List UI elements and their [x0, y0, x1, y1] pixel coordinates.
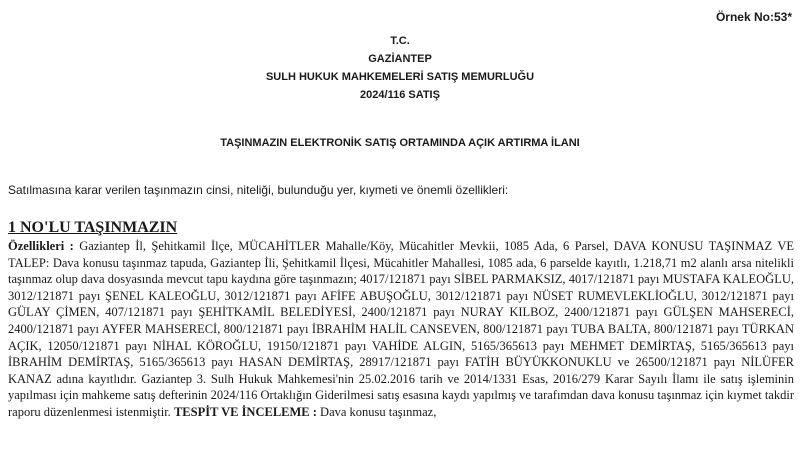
property-section-title: 1 NO'LU TAŞINMAZIN [8, 219, 178, 236]
property-description [8, 238, 794, 421]
header-line-office: SULH HUKUK MAHKEMELERİ SATIŞ MEMURLUĞU [265, 71, 535, 83]
header-line-file-no: 2024/116 SATIŞ [360, 89, 440, 101]
features-text: Gaziantep İl, Şehitkamil İlçe, MÜCAHİTLER Mahalle/Köy, Mücahitler Mevkii, 1085 Ada, 6 Parsel, DAVA KONUSU TAŞINMAZ VE TALEP: Dava konusu taşınmaz tapuda, Gaziantep İli, Şehitkamil İlçesi, Mücahitler Mahallesi, 1085 ada, 6 parselde kayıtlı, 1.218,71 m2 alanlı arsa nitelikli taşınmaz olup dava dosyasında mevcut tapu kaydına göre taşınmazın; 4017/121871 payı SİBEL PARMAKSIZ, 4017/121871 payı MUSTAFA KALEOĞLU, 3012/121871 payı ŞENEL KALEOĞLU, 3012/121871 payı AFİFE ABUŞOĞLU, 3012/121871 payı NÜSET RUMEVLEKLİOĞLU, 3012/121871 payı GÜLAY ÇİMEN, 407/121871 payı ŞEHİTKAMİL BELEDİYESİ, 2400/121871 payı NURAY KILBOZ, 2400/121871 payı GÜLŞEN MAHSERECİ, 2400/121871 payı AYFER MAHSERECİ, 800/121871 payı İBRAHİM HALİL CANSEVEN, 800/121871 payı TUBA BALTA, 800/121871 payı TÜRKAN AÇIK, 12050/121871 payı NİHAL KÖROĞLU, 19150/121871 payı VAHİDE ALGIN, 5165/365613 payı MEHMET DEMİRTAŞ, 5165/365613 payı İBRAHİM DEMİRTAŞ, 5165/365613 payı HASAN DEMİRTAŞ, 28917/121871 payı FATİH BÜYÜKKONUKLU ve 26500/121871 payı NİLÜFER KANAZ adına kayıtlıdır. Gaziantep 3. Sulh Hukuk Mahkemesi'nin 25.02.2016 tarih ve 2014/1331 Esas, 2016/279 Karar Sayılı İlamı ile satış işleminin yapılması için mahkeme satış defterinin 2024/116 Ortaklığın Giderilmesi satış esasına kaydı yapılmış ve tarafımdan dava konusu taşınmaz için kıymet takdir raporu düzenlenmesi istenmiştir. [8, 239, 795, 419]
header-line-tc: T.C. [390, 35, 410, 47]
notice-title: TAŞINMAZIN ELEKTRONİK SATIŞ ORTAMINDA AÇIK ARTIRMA İLANI [220, 137, 580, 149]
features-label: Özellikleri : [8, 239, 74, 253]
document-header [0, 32, 800, 104]
intro-text: Satılmasına karar verilen taşınmazın cinsi, niteliği, bulunduğu yer, kıymeti ve önemli özellikleri: [8, 183, 509, 197]
inspection-text: Dava konusu taşınmaz, [320, 404, 437, 419]
header-line-city: GAZİANTEP [368, 53, 432, 65]
inspection-label: TESPİT VE İNCELEME : [173, 404, 317, 419]
sample-number: Örnek No:53* [715, 10, 792, 24]
